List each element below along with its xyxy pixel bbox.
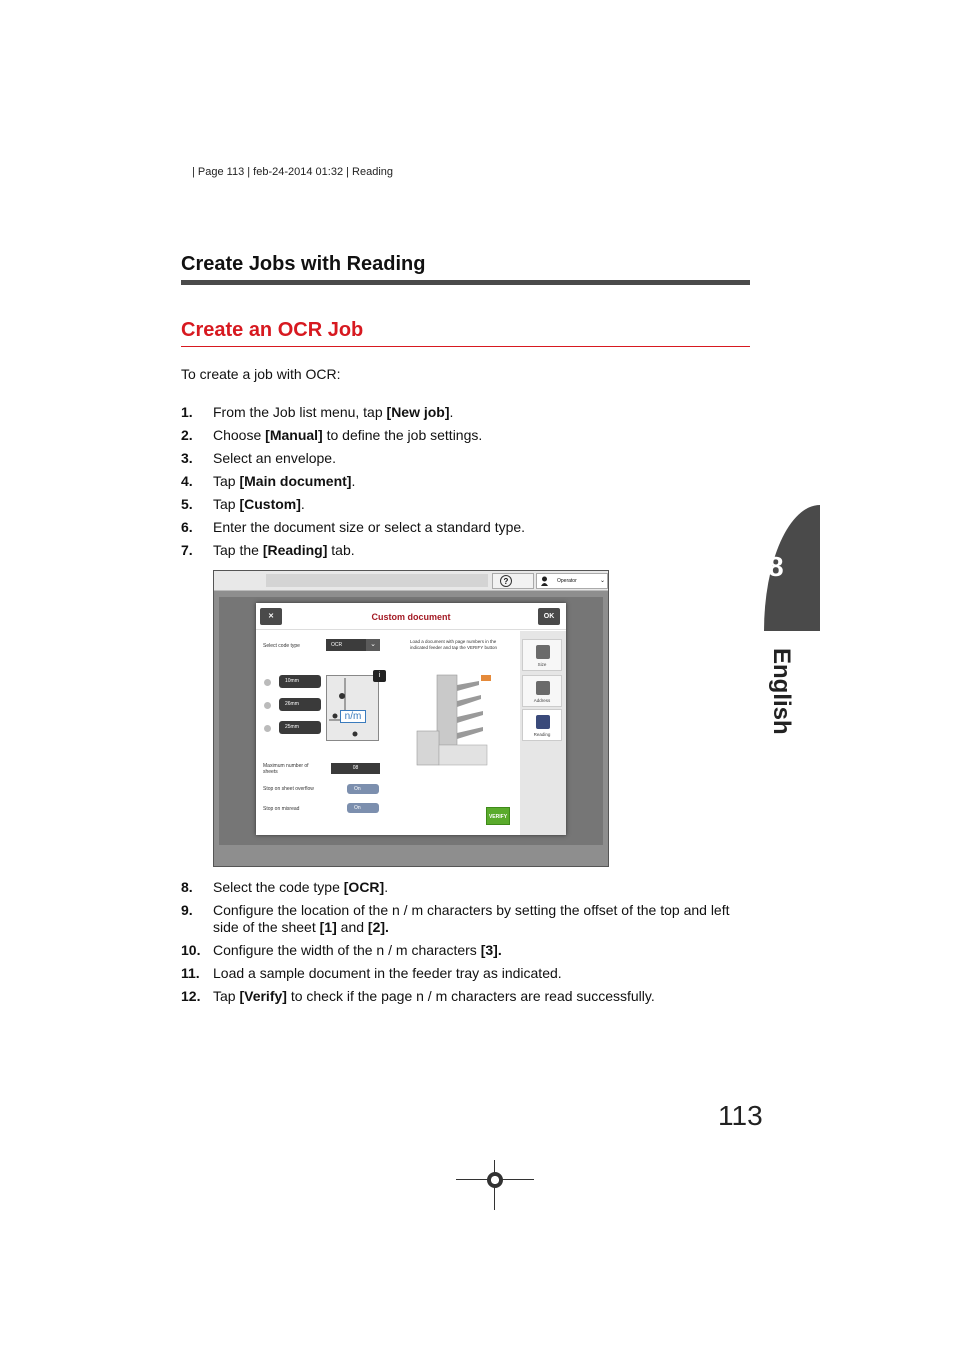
code-type-value: OCR — [331, 642, 343, 648]
subsection-rule — [181, 346, 750, 347]
help-icon: ? — [500, 575, 512, 587]
settings-tabs — [520, 631, 566, 835]
intro-text: To create a job with OCR: — [181, 366, 341, 382]
close-button[interactable]: ✕ — [260, 608, 282, 625]
chevron-down-icon: ⌄ — [366, 639, 380, 651]
width-field[interactable]: 25mm — [279, 721, 321, 734]
offset-top-field[interactable]: 10mm — [279, 675, 321, 688]
stop-overflow-toggle[interactable]: On — [347, 784, 379, 794]
offset-dot — [264, 679, 271, 686]
tab-address[interactable]: Address — [522, 675, 562, 707]
code-type-select[interactable] — [326, 639, 380, 651]
tab-size[interactable]: Size — [522, 639, 562, 671]
nm-marker: n/m — [340, 710, 366, 723]
step-item: 11. Load a sample document in the feeder tray as indicated. — [181, 965, 562, 981]
section-rule — [181, 280, 750, 285]
dialog-title: Custom document — [371, 612, 451, 622]
reading-icon — [536, 715, 550, 729]
address-icon — [536, 681, 550, 695]
help-button[interactable] — [492, 573, 534, 589]
subsection-title: Create an OCR Job — [181, 319, 364, 341]
page-number: 113 — [718, 1100, 763, 1131]
registration-mark-icon — [456, 1160, 534, 1212]
page-header: | Page 113 | feb-24-2014 01:32 | Reading — [192, 166, 394, 178]
step-item: 12. Tap [Verify] to check if the page n / m characters are read successfully. — [181, 988, 655, 1004]
dialog-header — [256, 603, 566, 630]
sheet-diagram — [326, 675, 379, 741]
verify-button[interactable]: VERIFY — [486, 807, 510, 825]
operator-menu[interactable] — [536, 573, 608, 589]
chevron-down-icon: ⌄ — [599, 578, 605, 584]
offset-left-field[interactable]: 26mm — [279, 698, 321, 711]
step-item: 5. Tap [Custom]. — [181, 496, 305, 512]
offset-dot — [264, 702, 271, 709]
app-screenshot — [213, 570, 609, 867]
load-instruction: Load a document with page numbers in the indicated feeder and tap the VERIFY button — [410, 639, 497, 650]
tab-reading[interactable]: Reading — [522, 709, 562, 741]
max-sheets-stepper[interactable]: 08 — [331, 763, 380, 774]
step-item: 3. Select an envelope. — [181, 450, 336, 466]
operator-label: Operator — [557, 578, 577, 584]
max-sheets-label: Maximum number of sheets — [263, 763, 309, 775]
custom-document-dialog — [256, 603, 566, 835]
step-item: 2. Choose [Manual] to define the job settings. — [181, 427, 483, 443]
step-item: 9. Configure the location of the n / m characters by setting the offset of the top and left side of the sheet [1] and [2]. — [181, 902, 730, 935]
step-item: 8. Select the code type [OCR]. — [181, 879, 389, 895]
step-item: 10. Configure the width of the n / m characters [3]. — [181, 942, 502, 958]
step-item: 1. From the Job list menu, tap [New job]. — [181, 404, 454, 420]
info-icon[interactable]: i — [373, 670, 386, 682]
app-top-bar — [214, 571, 608, 591]
select-code-type-label: Select code type — [263, 643, 300, 649]
section-title: Create Jobs with Reading — [181, 253, 426, 275]
stop-misread-label: Stop on misread — [263, 806, 300, 812]
language-label: English — [768, 648, 795, 735]
stop-misread-toggle[interactable]: On — [347, 803, 379, 813]
chapter-number: 8 — [768, 551, 784, 582]
resize-icon — [536, 645, 550, 659]
user-icon — [541, 576, 548, 586]
feeder-illustration — [413, 671, 493, 769]
offset-dot — [264, 725, 271, 732]
step-item: 7. Tap the [Reading] tab. — [181, 542, 355, 558]
step-item: 6. Enter the document size or select a standard type. — [181, 519, 526, 535]
title-field — [266, 574, 488, 587]
ok-button[interactable]: OK — [538, 608, 560, 625]
step-item: 4. Tap [Main document]. — [181, 473, 356, 489]
stop-overflow-label: Stop on sheet overflow — [263, 786, 314, 792]
